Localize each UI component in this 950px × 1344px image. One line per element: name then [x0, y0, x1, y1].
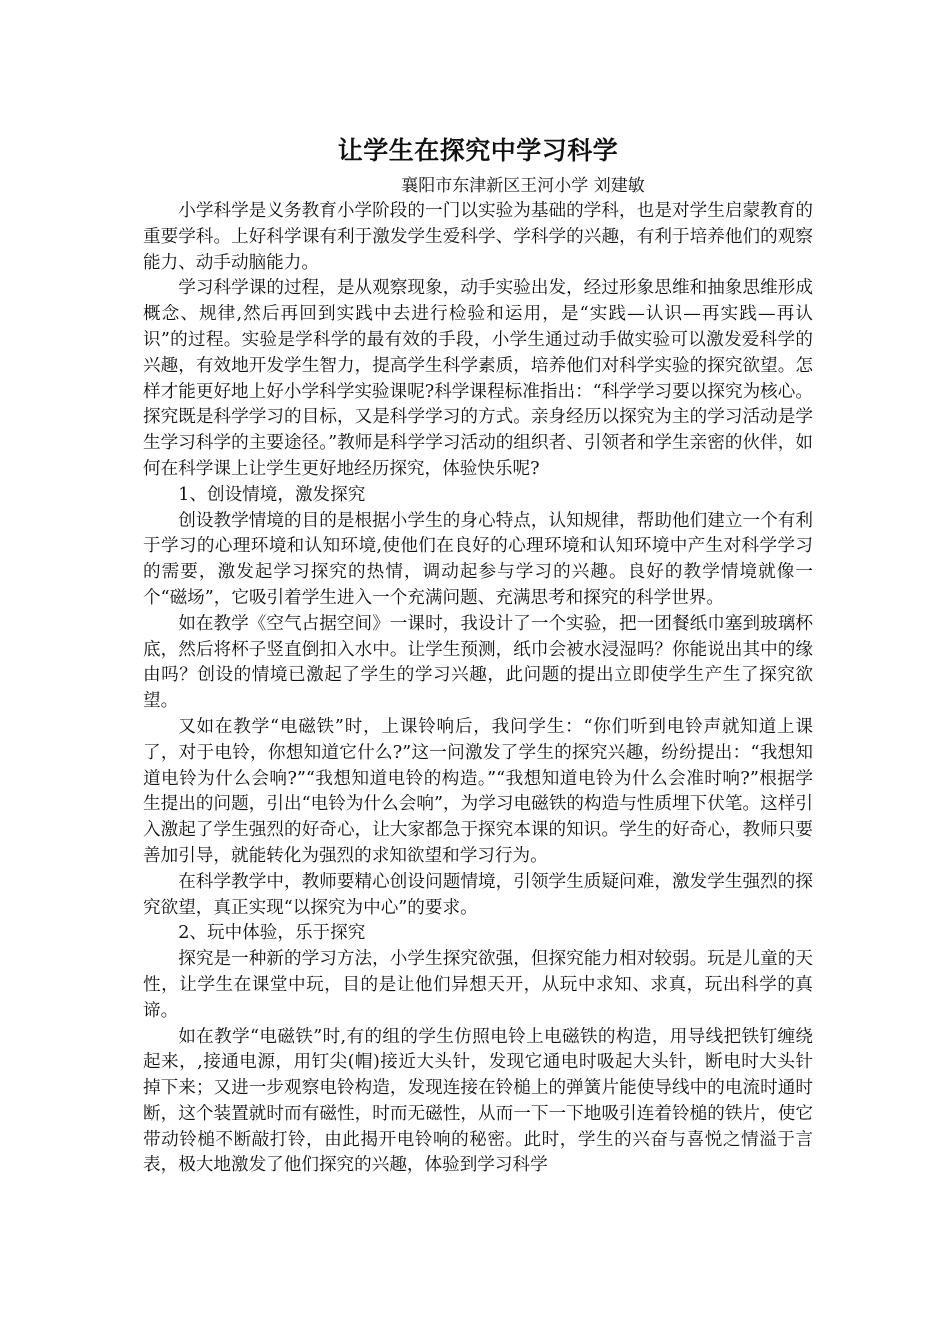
paragraph: 探究是一种新的学习方法，小学生探究欲强，但探究能力相对较弱。玩是儿童的天性，让学生在课堂中玩，目的是让他们异想天开，从玩中求知、求真，玩出科学的真谛。	[143, 949, 813, 1021]
paragraph: 创设教学情境的目的是根据小学生的身心特点，认知规律，帮助他们建立一个有利于学习的心理环境和认知环境,使他们在良好的心理环境和认知环境中产生对科学学习的需要，激发起学习探究的热情，调动起参与学习的兴趣。良好的教学情境就像一个“磁场”，它吸引着学生进入一个充满问题、充满思考和探究的科学世界。	[143, 510, 813, 608]
section-heading: 2、玩中体验，乐于探究	[178, 923, 366, 944]
paragraph: 又如在教学“电磁铁”时，上课铃响后，我问学生：“你们听到电铃声就知道上课了，对于电铃，你想知道它什么?”这一问激发了学生的探究兴趣，纷纷提出：“我想知道电铃为什么会响?”“我想知道电铃的构造。”“我想知道电铃为什么会准时响?”根据学生提出的问题，引出“电铃为什么会响”，为学习电磁铁的构造与性质埋下伏笔。这样引入激起了学生强烈的好奇心，让大家都急于探究本课的知识。学生的好奇心，教师只要善加引导，就能转化为强烈的求知欲望和学习行为。	[143, 716, 813, 866]
paragraph: 在科学教学中，教师要精心创设问题情境，引领学生质疑问难，激发学生强烈的探究欲望，真正实现“以探究为中心”的要求。	[143, 871, 813, 918]
paragraph: 学习科学课的过程，是从观察现象，动手实验出发，经过形象思维和抽象思维形成概念、规律,然后再回到实践中去进行检验和运用，是“实践—认识—再实践—再认识”的过程。实验是学科学的最有效的手段，小学生通过动手做实验可以激发爱科学的兴趣，有效地开发学生智力，提高学生科学素质，培养他们对科学实验的探究欲望。怎样才能更好地上好小学科学实验课呢?科学课程标准指出：“科学学习要以探究为核心。探究既是科学学习的目标，又是科学学习的方式。亲身经历以探究为主的学习活动是学生学习科学的主要途径。”教师是科学学习活动的组织者、引领者和学生亲密的伙伴，如何在科学课上让学生更好地经历探究，体验快乐呢?	[143, 278, 813, 479]
section-heading: 1、创设情境，激发探究	[178, 484, 366, 505]
paragraph: 小学科学是义务教育小学阶段的一门以实验为基础的学科，也是对学生启蒙教育的重要学科。上好科学课有利于激发学生爱科学、学科学的兴趣，有利于培养他们的观察能力、动手动脑能力。	[143, 201, 813, 273]
document-title: 让学生在探究中学习科学	[337, 136, 619, 165]
document-body	[143, 133, 813, 1179]
author-line: 襄阳市东津新区王河小学 刘建敏	[401, 176, 645, 196]
paragraph: 如在教学“电磁铁”时,有的组的学生仿照电铃上电磁铁的构造，用导线把铁钉缠绕起来，,接通电源，用钉尖(帽)接近大头针，发现它通电时吸起大头针，断电时大头针掉下来；又进一步观察电铃构造，发现连接在铃槌上的弹簧片能使导线中的电流时通时断，这个装置就时而有磁性，时而无磁性，从而一下一下地吸引连着铃槌的铁片，使它带动铃槌不断敲打铃，由此揭开电铃响的秘密。此时，学生的兴奋与喜悦之情溢于言表，极大地激发了他们探究的兴趣，体验到学习科学	[143, 1026, 813, 1176]
paragraph: 如在教学《空气占据空间》一课时，我设计了一个实验，把一团餐纸巾塞到玻璃杯底，然后将杯子竖直倒扣入水中。让学生预测，纸巾会被水浸湿吗？你能说出其中的缘由吗？创设的情境已激起了学生的学习兴趣，此问题的提出立即使学生产生了探究欲望。	[143, 613, 813, 712]
